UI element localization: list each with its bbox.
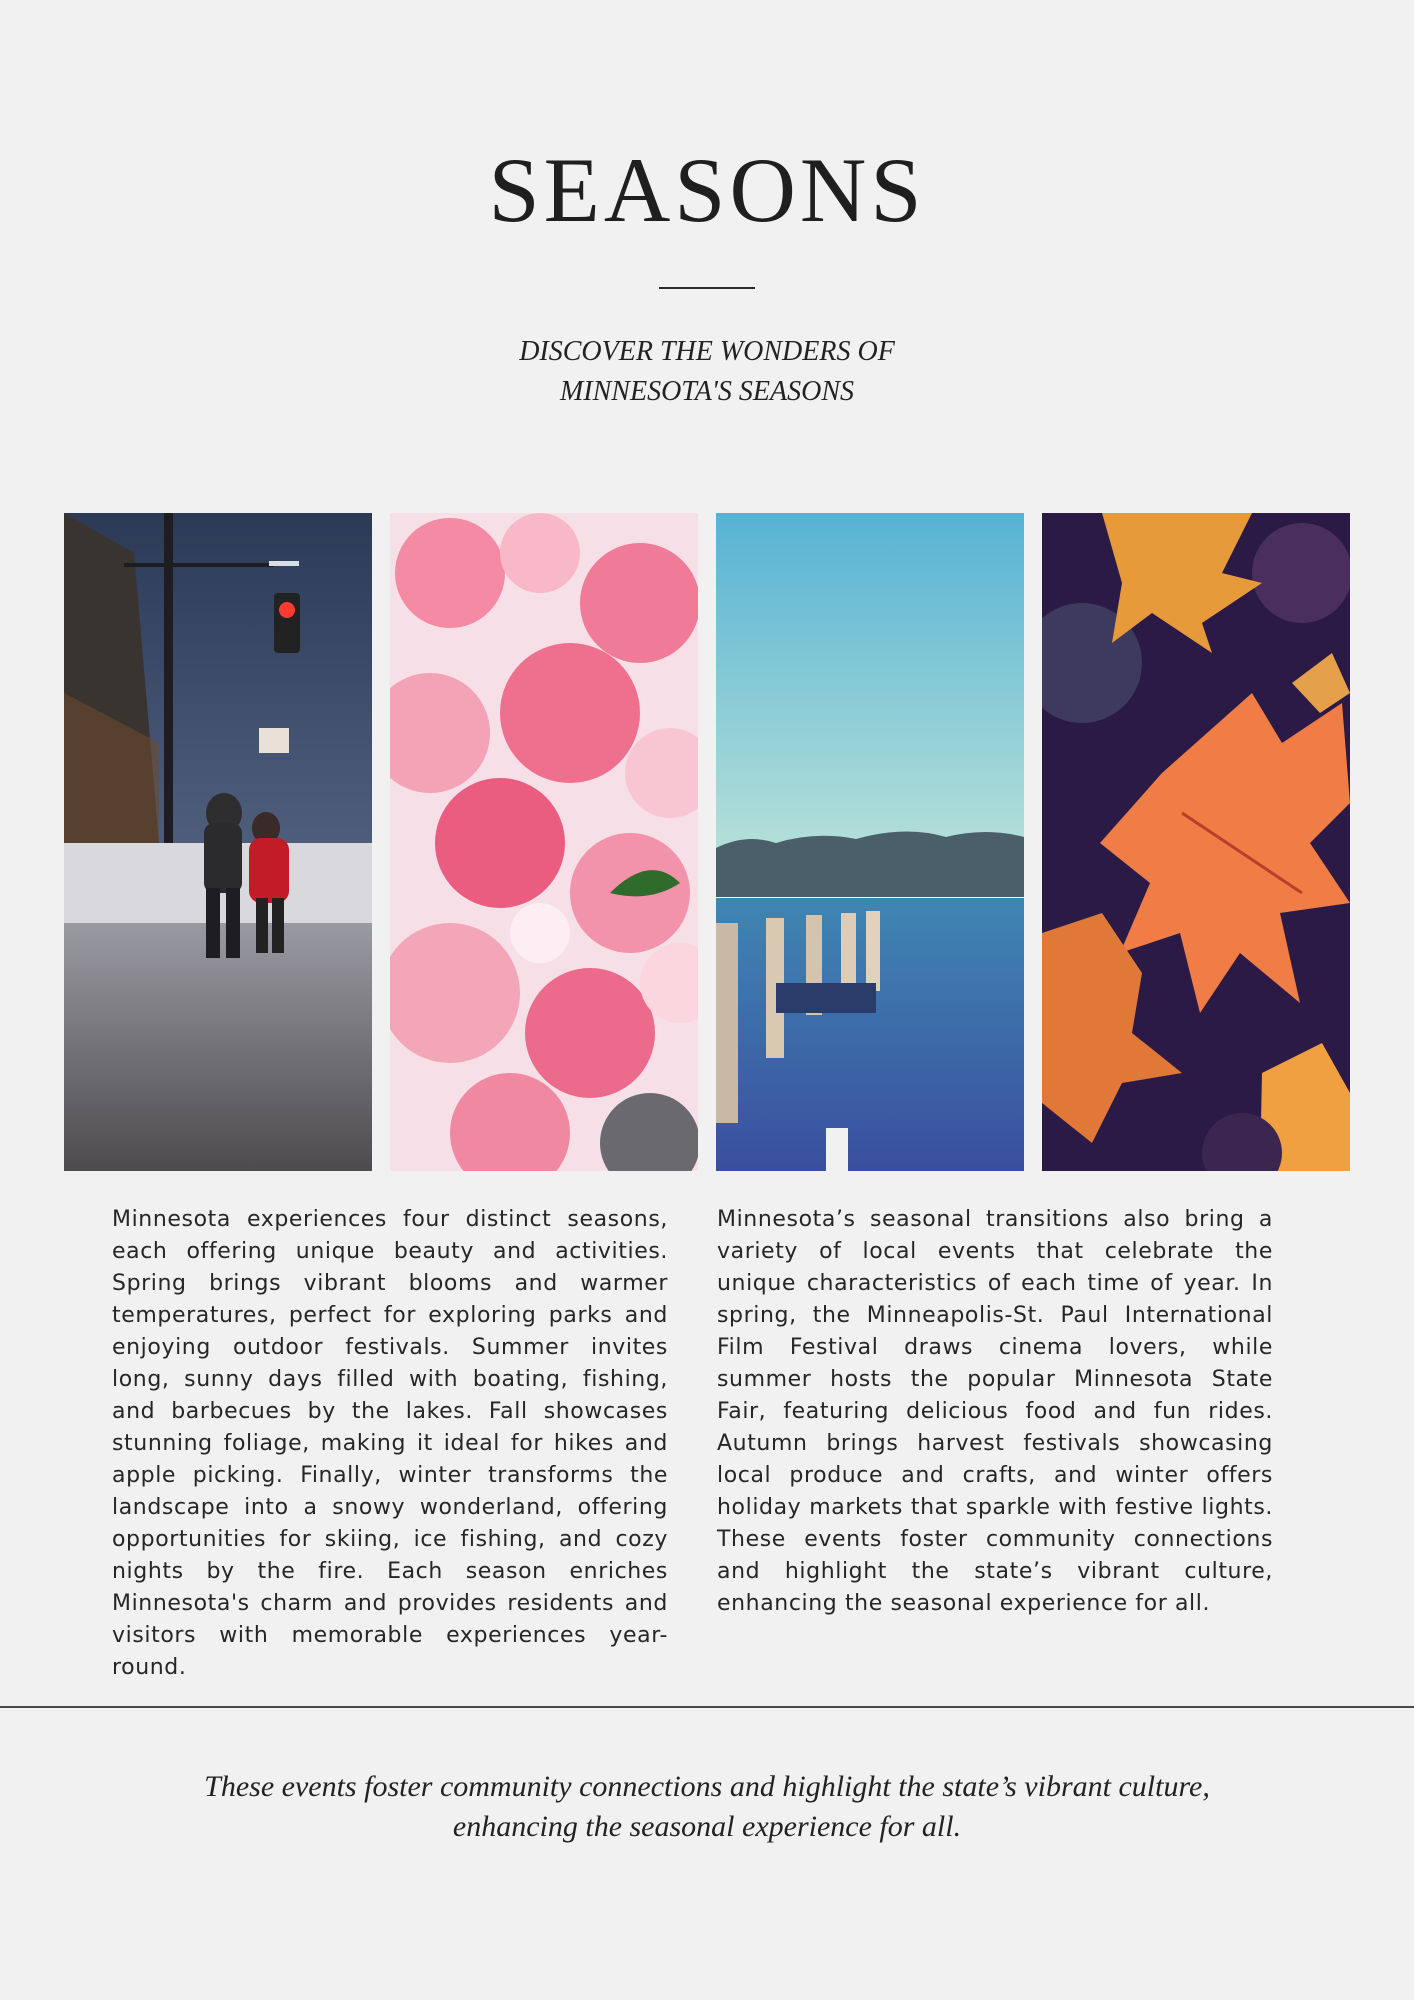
title-divider xyxy=(659,287,755,289)
summer-photo xyxy=(716,513,1024,1171)
page-title: SEASONS xyxy=(488,139,926,241)
subtitle-line-2: MINNESOTA'S SEASONS xyxy=(559,376,854,407)
fall-photo xyxy=(1042,513,1350,1171)
winter-photo xyxy=(64,513,372,1171)
paragraph-seasons: Minnesota experiences four distinct seasons, each offering unique beauty and activities. Spring brings vibrant blooms and warmer temperatures, perfect for exploring parks and enjoying outdoor festivals. Summer invites long, sunny days filled with boating, fishing, and barbecues by the lakes. Fall showcases stunning foliage, making it ideal for hikes and apple picking. Finally, winter transforms the landscape into a snowy wonderland, offering opportunities for skiing, ice fishing, and cozy nights by the fire. Each season enriches Minnesota's charm and provides residents and visitors with memorable experiences year-round. xyxy=(112,1207,668,1680)
season-photo-strip xyxy=(0,513,1414,1171)
paragraph-events: Minnesota’s seasonal transitions also bring a variety of local events that celebrate the unique characteristics of each time of year. In spring, the Minneapolis-St. Paul International Film Festival draws cinema lovers, while summer hosts the popular Minnesota State Fair, featuring delicious food and fun rides. Autumn brings harvest festivals showcasing local produce and crafts, and winter offers holiday markets that sparkle with festive lights. These events foster community connections and highlight the state’s vibrant culture, enhancing the seasonal experience for all. xyxy=(717,1207,1273,1616)
footer-quote: These events foster community connections and highlight the state’s vibrant culture, enhancing the seasonal experience for all. xyxy=(204,1770,1210,1843)
spring-photo xyxy=(390,513,698,1171)
subtitle-line-1: DISCOVER THE WONDERS OF xyxy=(519,336,895,367)
footer-divider xyxy=(0,1706,1414,1708)
page-subtitle xyxy=(357,332,1057,412)
